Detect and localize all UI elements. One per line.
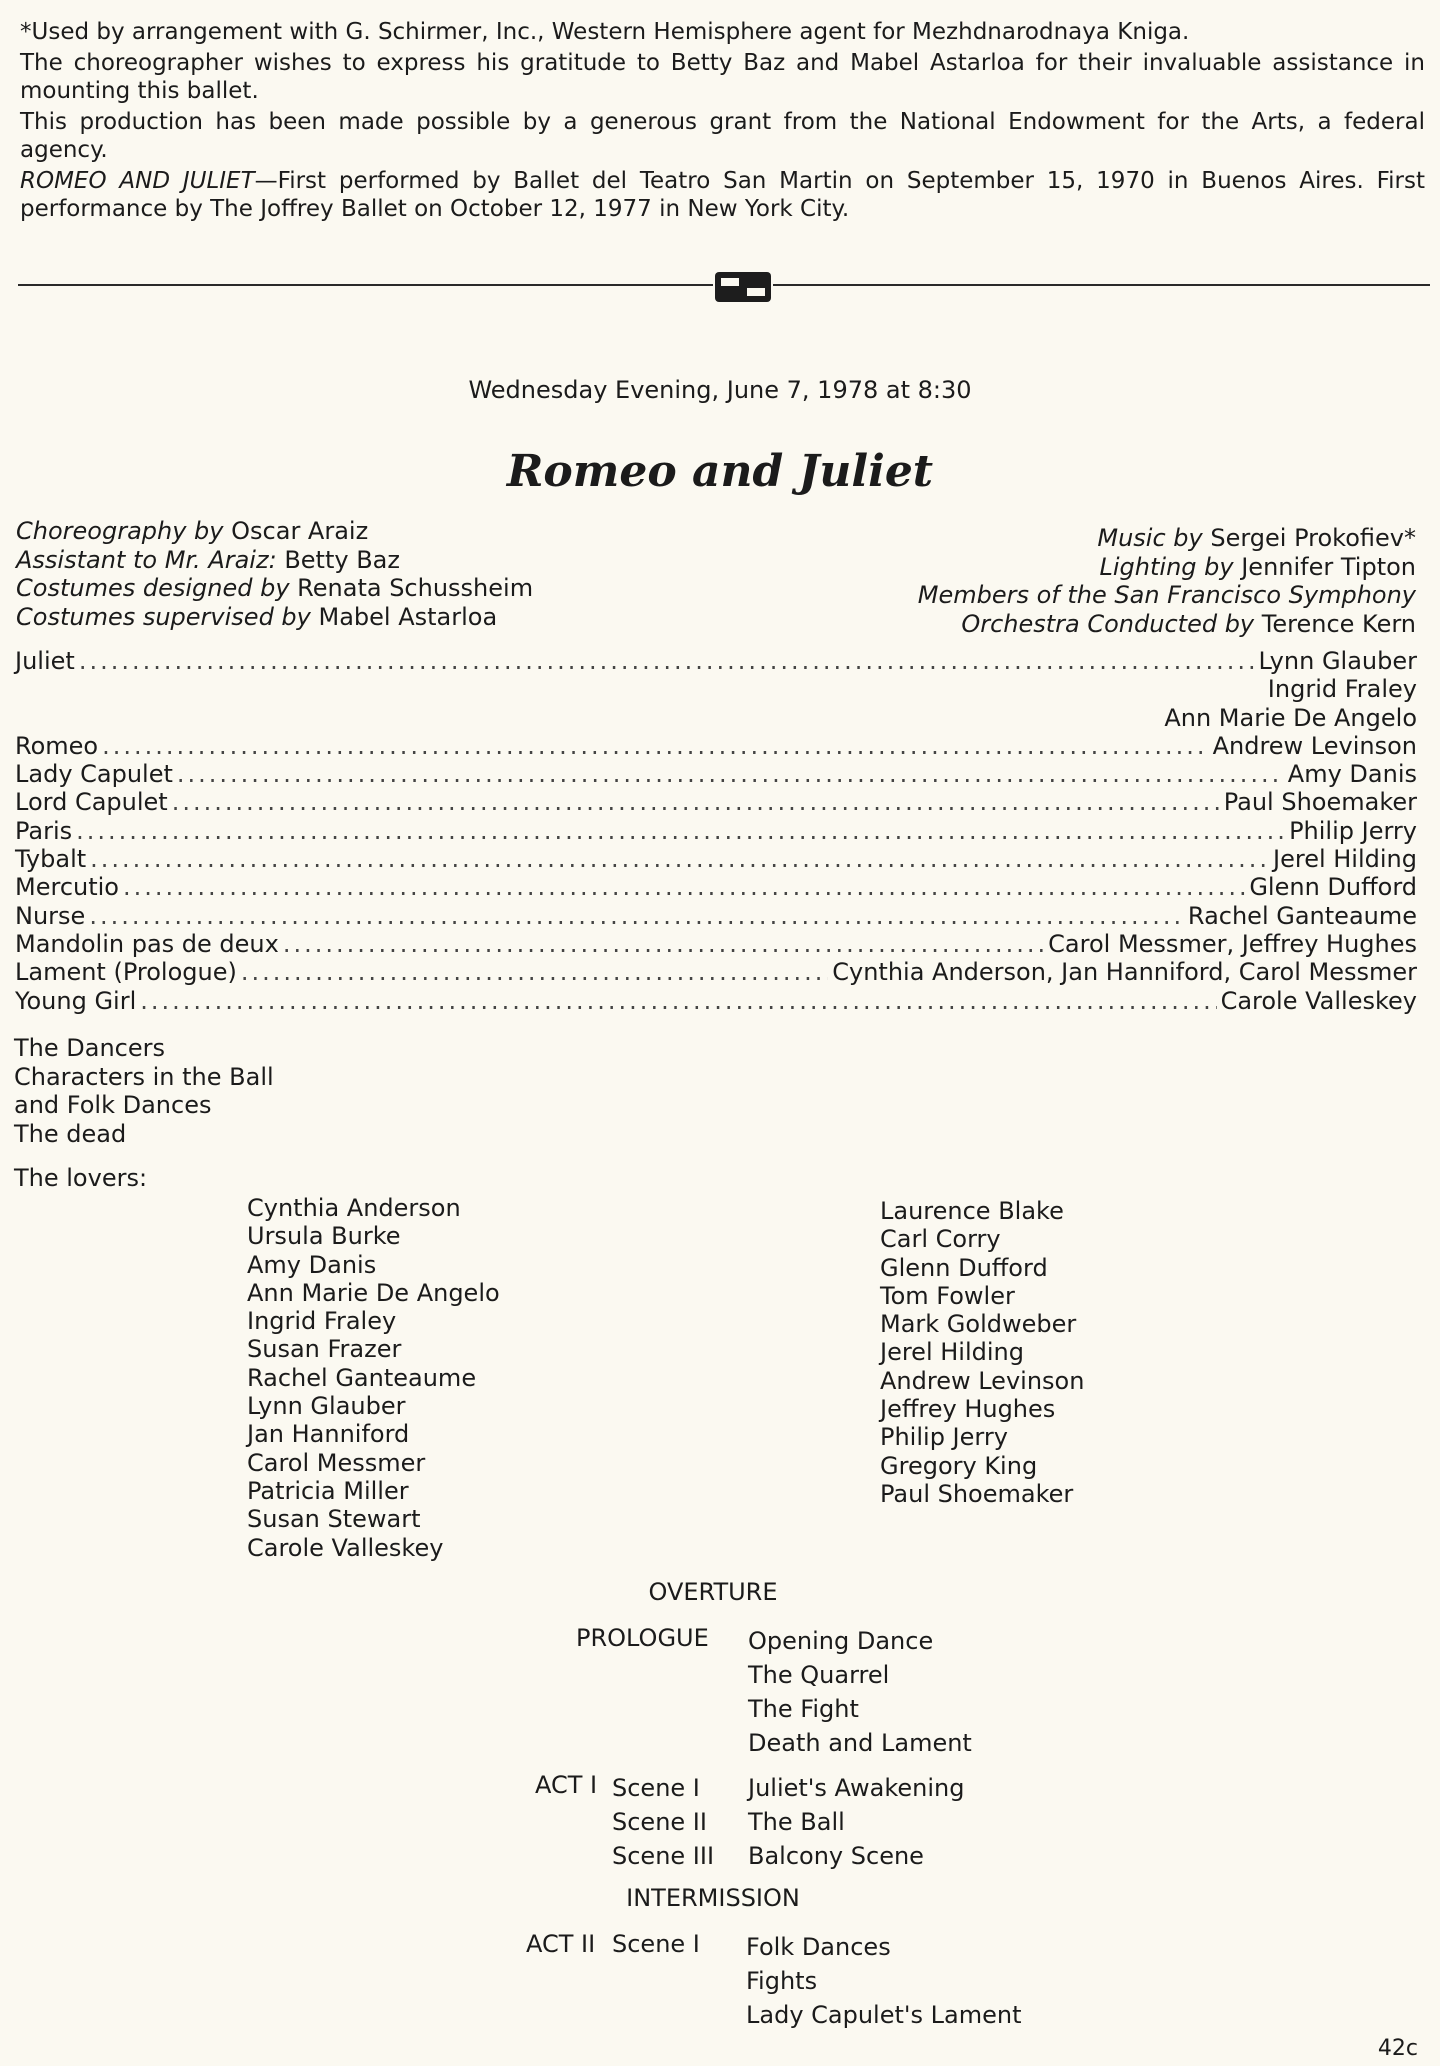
performance-date: Wednesday Evening, June 7, 1978 at 8:30 — [468, 376, 972, 404]
program-item: The Quarrel — [748, 1661, 890, 1689]
dancer-name: Glenn Dufford — [880, 1253, 1048, 1282]
credits-left — [16, 517, 533, 631]
cast-row-mercutio: Mercutio ..... Glenn Dufford — [15, 873, 1417, 901]
credit-assistant: Assistant to Mr. Araiz: Betty Baz — [16, 545, 400, 574]
scene-label: Scene II — [612, 1808, 707, 1836]
dancer-name: Gregory King — [880, 1451, 1038, 1480]
cast-row-romeo: Romeo ..... Andrew Levinson — [15, 732, 1417, 760]
program-item: Fights — [746, 1967, 818, 1995]
group-label: The Dancers — [14, 1034, 165, 1062]
dancer-name: Carol Messmer — [247, 1448, 426, 1477]
program-item: The Fight — [748, 1695, 859, 1723]
dancer-name: Paul Shoemaker — [880, 1479, 1074, 1508]
act1-label: ACT I — [535, 1771, 598, 1799]
group-label: and Folk Dances — [14, 1091, 212, 1119]
program-item: Juliet's Awakening — [748, 1774, 965, 1802]
cast-row-nurse: Nurse ..... Rachel Ganteaume — [15, 902, 1417, 930]
credit-music: Music by Sergei Prokofiev* — [1097, 524, 1416, 552]
credit-costume-design: Costumes designed by Renata Schussheim — [16, 574, 534, 602]
scene-label: Scene III — [612, 1842, 715, 1870]
program-item: Balcony Scene — [748, 1842, 924, 1870]
program-item: Opening Dance — [748, 1627, 934, 1655]
dancer-name: Laurence Blake — [880, 1197, 1064, 1225]
dancer-name: Philip Jerry — [880, 1423, 1008, 1452]
dancer-name: Jerel Hilding — [880, 1338, 1024, 1367]
dancer-name: Tom Fowler — [880, 1281, 1015, 1310]
cast-row-lord-capulet: Lord Capulet ..... Paul Shoemaker — [15, 788, 1417, 816]
dancer-name: Carl Corry — [880, 1225, 1001, 1254]
dancer-name: Amy Danis — [247, 1250, 377, 1279]
cast-list — [15, 647, 1417, 1015]
dancer-name: Susan Stewart — [247, 1505, 421, 1534]
credit-costume-supervision: Costumes supervised by Mabel Astarloa — [16, 602, 498, 631]
cast-alternate: Ingrid Fraley — [1267, 675, 1417, 704]
credit-lighting: Lighting by Jennifer Tipton — [1099, 552, 1416, 581]
act1-scenes — [612, 1771, 714, 1873]
dancer-name: Ann Marie De Angelo — [247, 1278, 500, 1307]
lovers-label: The lovers: — [14, 1164, 148, 1192]
ornament-icon — [713, 270, 773, 304]
act1-titles — [748, 1771, 964, 1873]
act2-label: ACT II — [526, 1930, 596, 1958]
program-item: The Ball — [748, 1808, 845, 1836]
dancer-name: Patricia Miller — [247, 1476, 409, 1505]
act2-list — [746, 1930, 1021, 2032]
cast-alternate: Ann Marie De Angelo — [1164, 703, 1417, 732]
program-item: Folk Dances — [746, 1933, 891, 1961]
program-item: Lady Capulet's Lament — [746, 2001, 1022, 2029]
dancer-name: Susan Frazer — [247, 1335, 402, 1364]
dancer-name: Rachel Ganteaume — [247, 1363, 477, 1392]
cast-row-young-girl: Young Girl ..... Carole Valleskey — [15, 987, 1417, 1015]
program-item: Death and Lament — [748, 1729, 972, 1757]
dancer-name: Ursula Burke — [247, 1222, 401, 1251]
cast-row-lament: Lament (Prologue) ..... Cynthia Anderson, Jan Hanniford, Carol Messmer — [15, 958, 1417, 986]
prologue-label: PROLOGUE — [576, 1624, 709, 1652]
dancer-name: Mark Goldweber — [880, 1310, 1077, 1339]
credits-right — [918, 524, 1416, 638]
credit-conductor: Orchestra Conducted by Terence Kern — [961, 609, 1416, 638]
prologue-list — [748, 1624, 972, 1760]
dancer-name: Ingrid Fraley — [247, 1307, 397, 1336]
note-schirmer: *Used by arrangement with G. Schirmer, Inc., Western Hemisphere agent for Mezhdnarodnaya Kniga. — [20, 19, 1190, 45]
credit-choreography: Choreography by Oscar Araiz — [16, 517, 369, 545]
cast-row-juliet: Juliet ..... Lynn Glauber — [15, 647, 1417, 675]
dancer-name: Jeffrey Hughes — [880, 1395, 1056, 1424]
note-gratitude: The choreographer wishes to express his gratitude to Betty Baz and Mabel Astarloa for their invaluable assistance in mounting this ballet. — [20, 50, 1425, 104]
intermission-heading: INTERMISSION — [626, 1884, 800, 1912]
footnotes — [20, 18, 1425, 226]
page-number: 42c — [1377, 2036, 1418, 2061]
overture-heading: OVERTURE — [648, 1578, 778, 1606]
note-premiere — [20, 167, 1425, 223]
cast-row-tybalt: Tybalt ..... Jerel Hilding — [15, 845, 1417, 873]
group-label: The dead — [14, 1119, 127, 1148]
cast-row-paris: Paris ..... Philip Jerry — [15, 817, 1417, 845]
dancer-name: Lynn Glauber — [247, 1392, 406, 1421]
premiere-text: —First performed by Ballet del Teatro San Martin on September 15, 1970 in Buenos Aires. First performance by The Joffrey Ballet on October 12, 1977 in New York City. — [20, 168, 1425, 222]
act2-scene: Scene I — [612, 1930, 700, 1958]
cast-row-mandolin: Mandolin pas de deux ..... Carol Messmer, Jeffrey Hughes — [15, 930, 1417, 958]
dancer-groups — [14, 1034, 274, 1148]
ballet-title: Romeo and Juliet — [506, 446, 934, 497]
dancers-column-women — [247, 1194, 500, 1562]
section-divider — [18, 270, 1430, 308]
group-label: Characters in the Ball — [14, 1062, 274, 1091]
credit-orchestra: Members of the San Francisco Symphony — [917, 581, 1416, 609]
scene-label: Scene I — [612, 1774, 700, 1802]
dancer-name: Jan Hanniford — [247, 1420, 410, 1449]
dancer-name: Carole Valleskey — [247, 1533, 444, 1562]
dancers-column-men — [880, 1197, 1084, 1508]
note-grant: This production has been made possible by a generous grant from the National Endowment for the Arts, a federal agency. — [20, 109, 1425, 163]
dancer-name: Andrew Levinson — [880, 1366, 1085, 1395]
cast-row-lady-capulet: Lady Capulet ..... Amy Danis — [15, 760, 1417, 788]
dancer-name: Cynthia Anderson — [247, 1194, 461, 1222]
premiere-title: ROMEO AND JULIET — [20, 168, 255, 194]
